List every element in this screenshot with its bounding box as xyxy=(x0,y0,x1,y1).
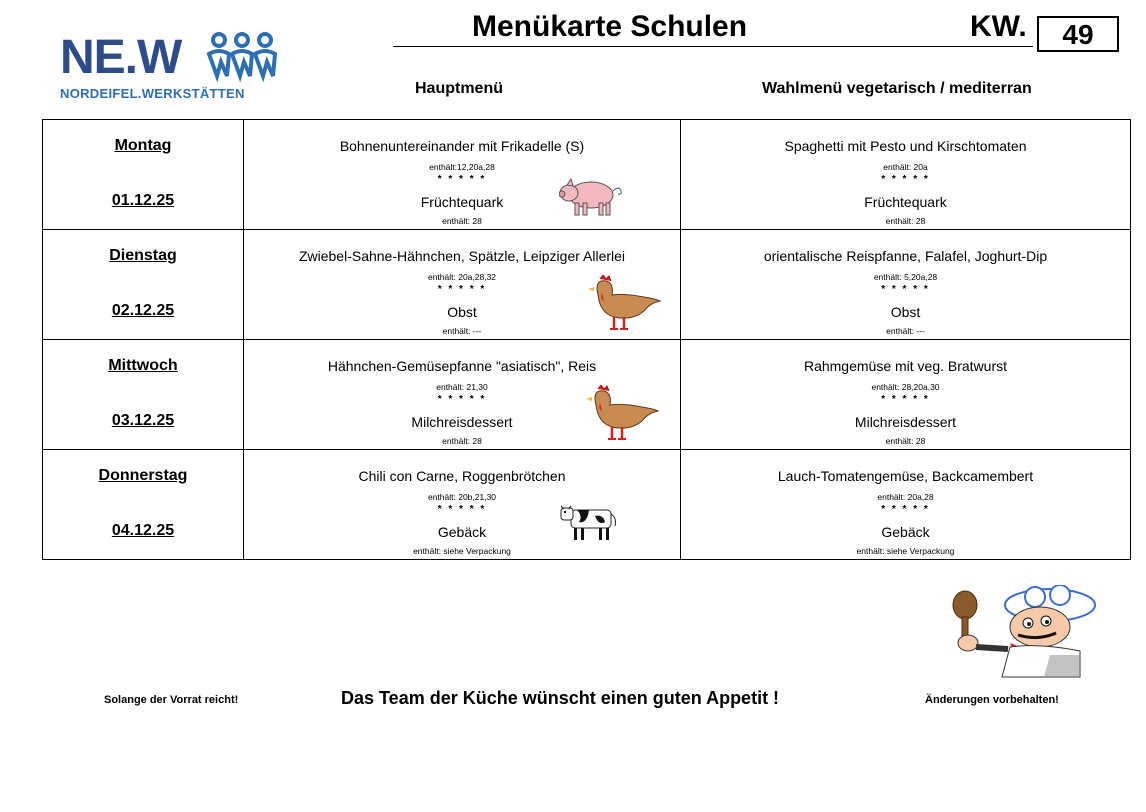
alt-allergens: enthält: 28,20a,30 xyxy=(871,382,940,392)
alt-allergens: enthält: 20a xyxy=(883,162,928,172)
day-cell xyxy=(43,120,244,230)
main-meal-cell xyxy=(244,230,681,340)
alt-meal-cell xyxy=(681,450,1131,560)
day-date: 01.12.25 xyxy=(111,192,175,209)
people-logo-icon xyxy=(205,32,280,82)
dessert-allergens: enthält: 28 xyxy=(885,216,926,226)
cow-icon xyxy=(559,502,619,542)
day-name: Montag xyxy=(114,137,172,154)
chicken-icon xyxy=(584,275,664,330)
alt-dish: Rahmgemüse mit veg. Bratwurst xyxy=(803,358,1008,374)
dessert-allergens: enthält: --- xyxy=(886,326,925,336)
main-dish: Bohnenuntereinander mit Frikadelle (S) xyxy=(339,138,585,154)
main-allergens: enthält:12,20a,28 xyxy=(429,162,495,172)
day-name: Donnerstag xyxy=(98,467,188,484)
day-cell xyxy=(43,230,244,340)
alt-dish: Lauch-Tomatengemüse, Backcamembert xyxy=(777,468,1034,484)
dessert-allergens: enthält: siehe Verpackung xyxy=(856,546,955,556)
footer-note-left: Solange der Vorrat reicht! xyxy=(104,694,239,706)
main-allergens: enthält: 21,30 xyxy=(436,382,488,392)
day-cell xyxy=(43,450,244,560)
separator-stars: * * * * * xyxy=(437,504,487,515)
logo-brand: NE.W xyxy=(60,31,182,84)
alt-dessert: Milchreisdessert xyxy=(854,414,957,430)
separator-stars: * * * * * xyxy=(437,284,487,295)
main-allergens: enthält: 20a,28,32 xyxy=(427,272,497,282)
dessert-allergens: enthält: 28 xyxy=(885,436,926,446)
main-dish: Chili con Carne, Roggenbrötchen xyxy=(358,468,566,484)
main-meal-cell xyxy=(244,120,681,230)
alt-meal-cell xyxy=(681,120,1131,230)
separator-stars: * * * * * xyxy=(437,174,487,185)
day-date: 04.12.25 xyxy=(111,522,175,539)
alt-meal-cell xyxy=(681,230,1131,340)
main-dish: Zwiebel-Sahne-Hähnchen, Spätzle, Leipziger Allerlei xyxy=(298,248,626,264)
table-row xyxy=(43,450,1131,560)
day-name: Mittwoch xyxy=(108,357,178,374)
separator-stars: * * * * * xyxy=(881,174,930,185)
day-date: 02.12.25 xyxy=(111,302,175,319)
day-name: Dienstag xyxy=(109,247,177,264)
footer-note-right: Änderungen vorbehalten! xyxy=(925,694,1059,706)
dessert-allergens: enthält: 28 xyxy=(442,436,482,446)
main-dessert: Gebäck xyxy=(437,524,487,540)
chicken-icon xyxy=(582,385,662,440)
alt-meal-cell xyxy=(681,340,1131,450)
alt-dish: orientalische Reispfanne, Falafel, Joghurt-Dip xyxy=(763,248,1048,264)
main-dish: Hähnchen-Gemüsepfanne "asiatisch", Reis xyxy=(327,358,597,374)
dessert-allergens: enthält: siehe Verpackung xyxy=(413,546,511,556)
column-header-alt: Wahlmenü vegetarisch / mediterran xyxy=(762,80,1032,97)
separator-stars: * * * * * xyxy=(881,394,930,405)
menu-table xyxy=(42,119,1131,560)
separator-stars: * * * * * xyxy=(437,394,487,405)
main-meal-cell xyxy=(244,340,681,450)
pig-icon xyxy=(559,175,625,217)
alt-allergens: enthält: 5,20a,28 xyxy=(873,272,938,282)
main-dessert: Früchtequark xyxy=(420,194,504,210)
main-dessert: Milchreisdessert xyxy=(411,414,513,430)
separator-stars: * * * * * xyxy=(881,284,930,295)
kw-label: KW. xyxy=(970,10,1027,43)
table-row xyxy=(43,230,1131,340)
day-date: 03.12.25 xyxy=(111,412,175,429)
table-row xyxy=(43,120,1131,230)
kw-number: 49 xyxy=(1037,16,1119,52)
table-row xyxy=(43,340,1131,450)
page-title: Menükarte Schulen xyxy=(472,10,748,43)
alt-dessert: Gebäck xyxy=(881,524,930,540)
main-meal-cell xyxy=(244,450,681,560)
dessert-allergens: enthält: --- xyxy=(442,326,482,336)
footer-greeting: Das Team der Küche wünscht einen guten Appetit ! xyxy=(341,688,780,708)
alt-dessert: Obst xyxy=(890,304,921,320)
day-cell xyxy=(43,340,244,450)
main-dessert: Obst xyxy=(447,304,477,320)
logo-subtitle: NORDEIFEL.WERKSTÄTTEN xyxy=(60,86,245,101)
chef-icon xyxy=(940,585,1105,680)
column-header-main: Hauptmenü xyxy=(415,80,503,97)
alt-dessert: Früchtequark xyxy=(864,194,947,210)
main-allergens: enthält: 20b,21,30 xyxy=(427,492,497,502)
alt-allergens: enthält: 20a,28 xyxy=(877,492,934,502)
alt-dish: Spaghetti mit Pesto und Kirschtomaten xyxy=(784,138,1027,154)
separator-stars: * * * * * xyxy=(881,504,930,515)
dessert-allergens: enthält: 28 xyxy=(442,216,482,226)
